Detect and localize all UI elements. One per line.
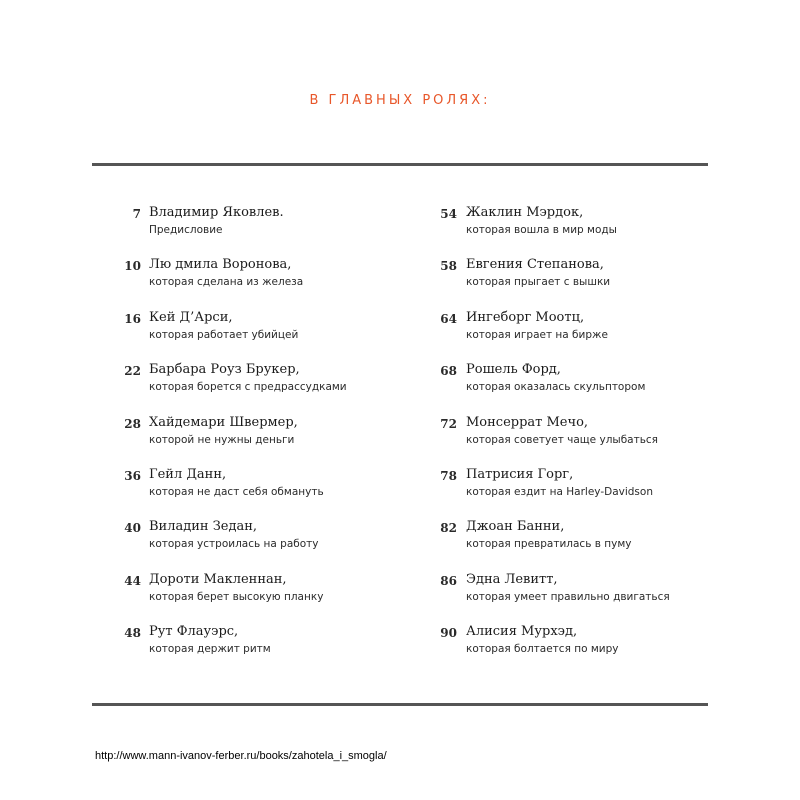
entry-description: которая играет на бирже bbox=[466, 328, 608, 341]
entry-description: которая болтается по миру bbox=[466, 643, 619, 656]
entry-description: которой не нужны деньги bbox=[149, 433, 295, 446]
entry-page-number: 28 bbox=[124, 416, 141, 431]
entry-name: Жаклин Мэрдок, bbox=[466, 205, 584, 220]
entry-name: Джоан Банни, bbox=[466, 519, 565, 535]
entry-name: Монсеррат Мечо, bbox=[466, 414, 589, 430]
entry-description: которая берет высокую планку bbox=[149, 590, 324, 603]
entry-page-number: 54 bbox=[440, 207, 457, 221]
entry-name: Рошель Форд, bbox=[466, 362, 561, 378]
entry-name: Евгения Степанова, bbox=[466, 257, 604, 273]
entry-description: которая советует чаще улыбаться bbox=[466, 433, 658, 446]
entry-description: которая работает убийцей bbox=[149, 328, 299, 341]
entry-page-number: 82 bbox=[440, 521, 457, 536]
entry-name: Алисия Мурхэд, bbox=[466, 624, 578, 640]
entry-name: Барбара Роуз Брукер, bbox=[149, 362, 300, 378]
bottom-divider bbox=[92, 703, 708, 706]
entry-description: которая борется с предрассудками bbox=[149, 381, 347, 394]
entry-name: Лю дмила Воронова, bbox=[149, 257, 292, 273]
entry-page-number: 78 bbox=[440, 469, 457, 483]
entry-description: которая ездит на Harley-Davidson bbox=[466, 486, 653, 498]
entry-name: Кей Д’Арси, bbox=[149, 309, 233, 325]
entry-page-number: 72 bbox=[440, 416, 457, 431]
entry-page-number: 90 bbox=[440, 626, 457, 641]
entry-page-number: 68 bbox=[440, 364, 457, 379]
entry-page-number: 86 bbox=[440, 573, 457, 588]
footer-url[interactable]: http://www.mann-ivanov-ferber.ru/books/zahotela_i_smogla/ bbox=[95, 750, 387, 762]
entry-description: которая превратилась в пуму bbox=[466, 538, 632, 551]
entry-page-number: 64 bbox=[440, 311, 457, 326]
entry-page-number: 7 bbox=[132, 207, 141, 221]
entry-name: Ингеборг Моотц, bbox=[466, 309, 585, 325]
entry-name: Виладин Зедан, bbox=[149, 519, 258, 535]
entry-page-number: 16 bbox=[124, 311, 141, 326]
entry-description: которая прыгает с вышки bbox=[466, 276, 611, 289]
entry-name: Эдна Левитт, bbox=[466, 571, 558, 587]
entry-description: которая оказалась скульптором bbox=[466, 381, 646, 394]
entry-description: которая не даст себя обмануть bbox=[149, 486, 324, 498]
entry-name: Гейл Данн, bbox=[149, 467, 227, 482]
entry-description: Предисловие bbox=[149, 224, 223, 236]
entry-name: Владимир Яковлев. bbox=[149, 205, 284, 220]
entry-description: которая держит ритм bbox=[149, 643, 271, 656]
entry-name: Дороти Макленнан, bbox=[149, 571, 287, 587]
entry-name: Патрисия Горг, bbox=[466, 467, 574, 482]
entry-page-number: 48 bbox=[124, 626, 141, 641]
entry-page-number: 36 bbox=[124, 469, 141, 483]
entry-page-number: 22 bbox=[124, 364, 141, 379]
entry-description: которая устроилась на работу bbox=[149, 538, 319, 551]
entry-description: которая вошла в мир моды bbox=[466, 224, 617, 236]
section-heading: В ГЛАВНЫХ РОЛЯХ: bbox=[309, 93, 491, 108]
entry-description: которая умеет правильно двигаться bbox=[466, 590, 670, 603]
entry-name: Хайдемари Швермер, bbox=[149, 414, 298, 430]
entry-page-number: 58 bbox=[440, 259, 457, 274]
entry-name: Рут Флауэрс, bbox=[149, 624, 239, 640]
entry-page-number: 40 bbox=[124, 521, 141, 536]
entry-description: которая сделана из железа bbox=[149, 276, 304, 289]
entry-page-number: 44 bbox=[124, 573, 141, 588]
top-divider bbox=[92, 163, 708, 166]
entry-page-number: 10 bbox=[124, 259, 141, 274]
